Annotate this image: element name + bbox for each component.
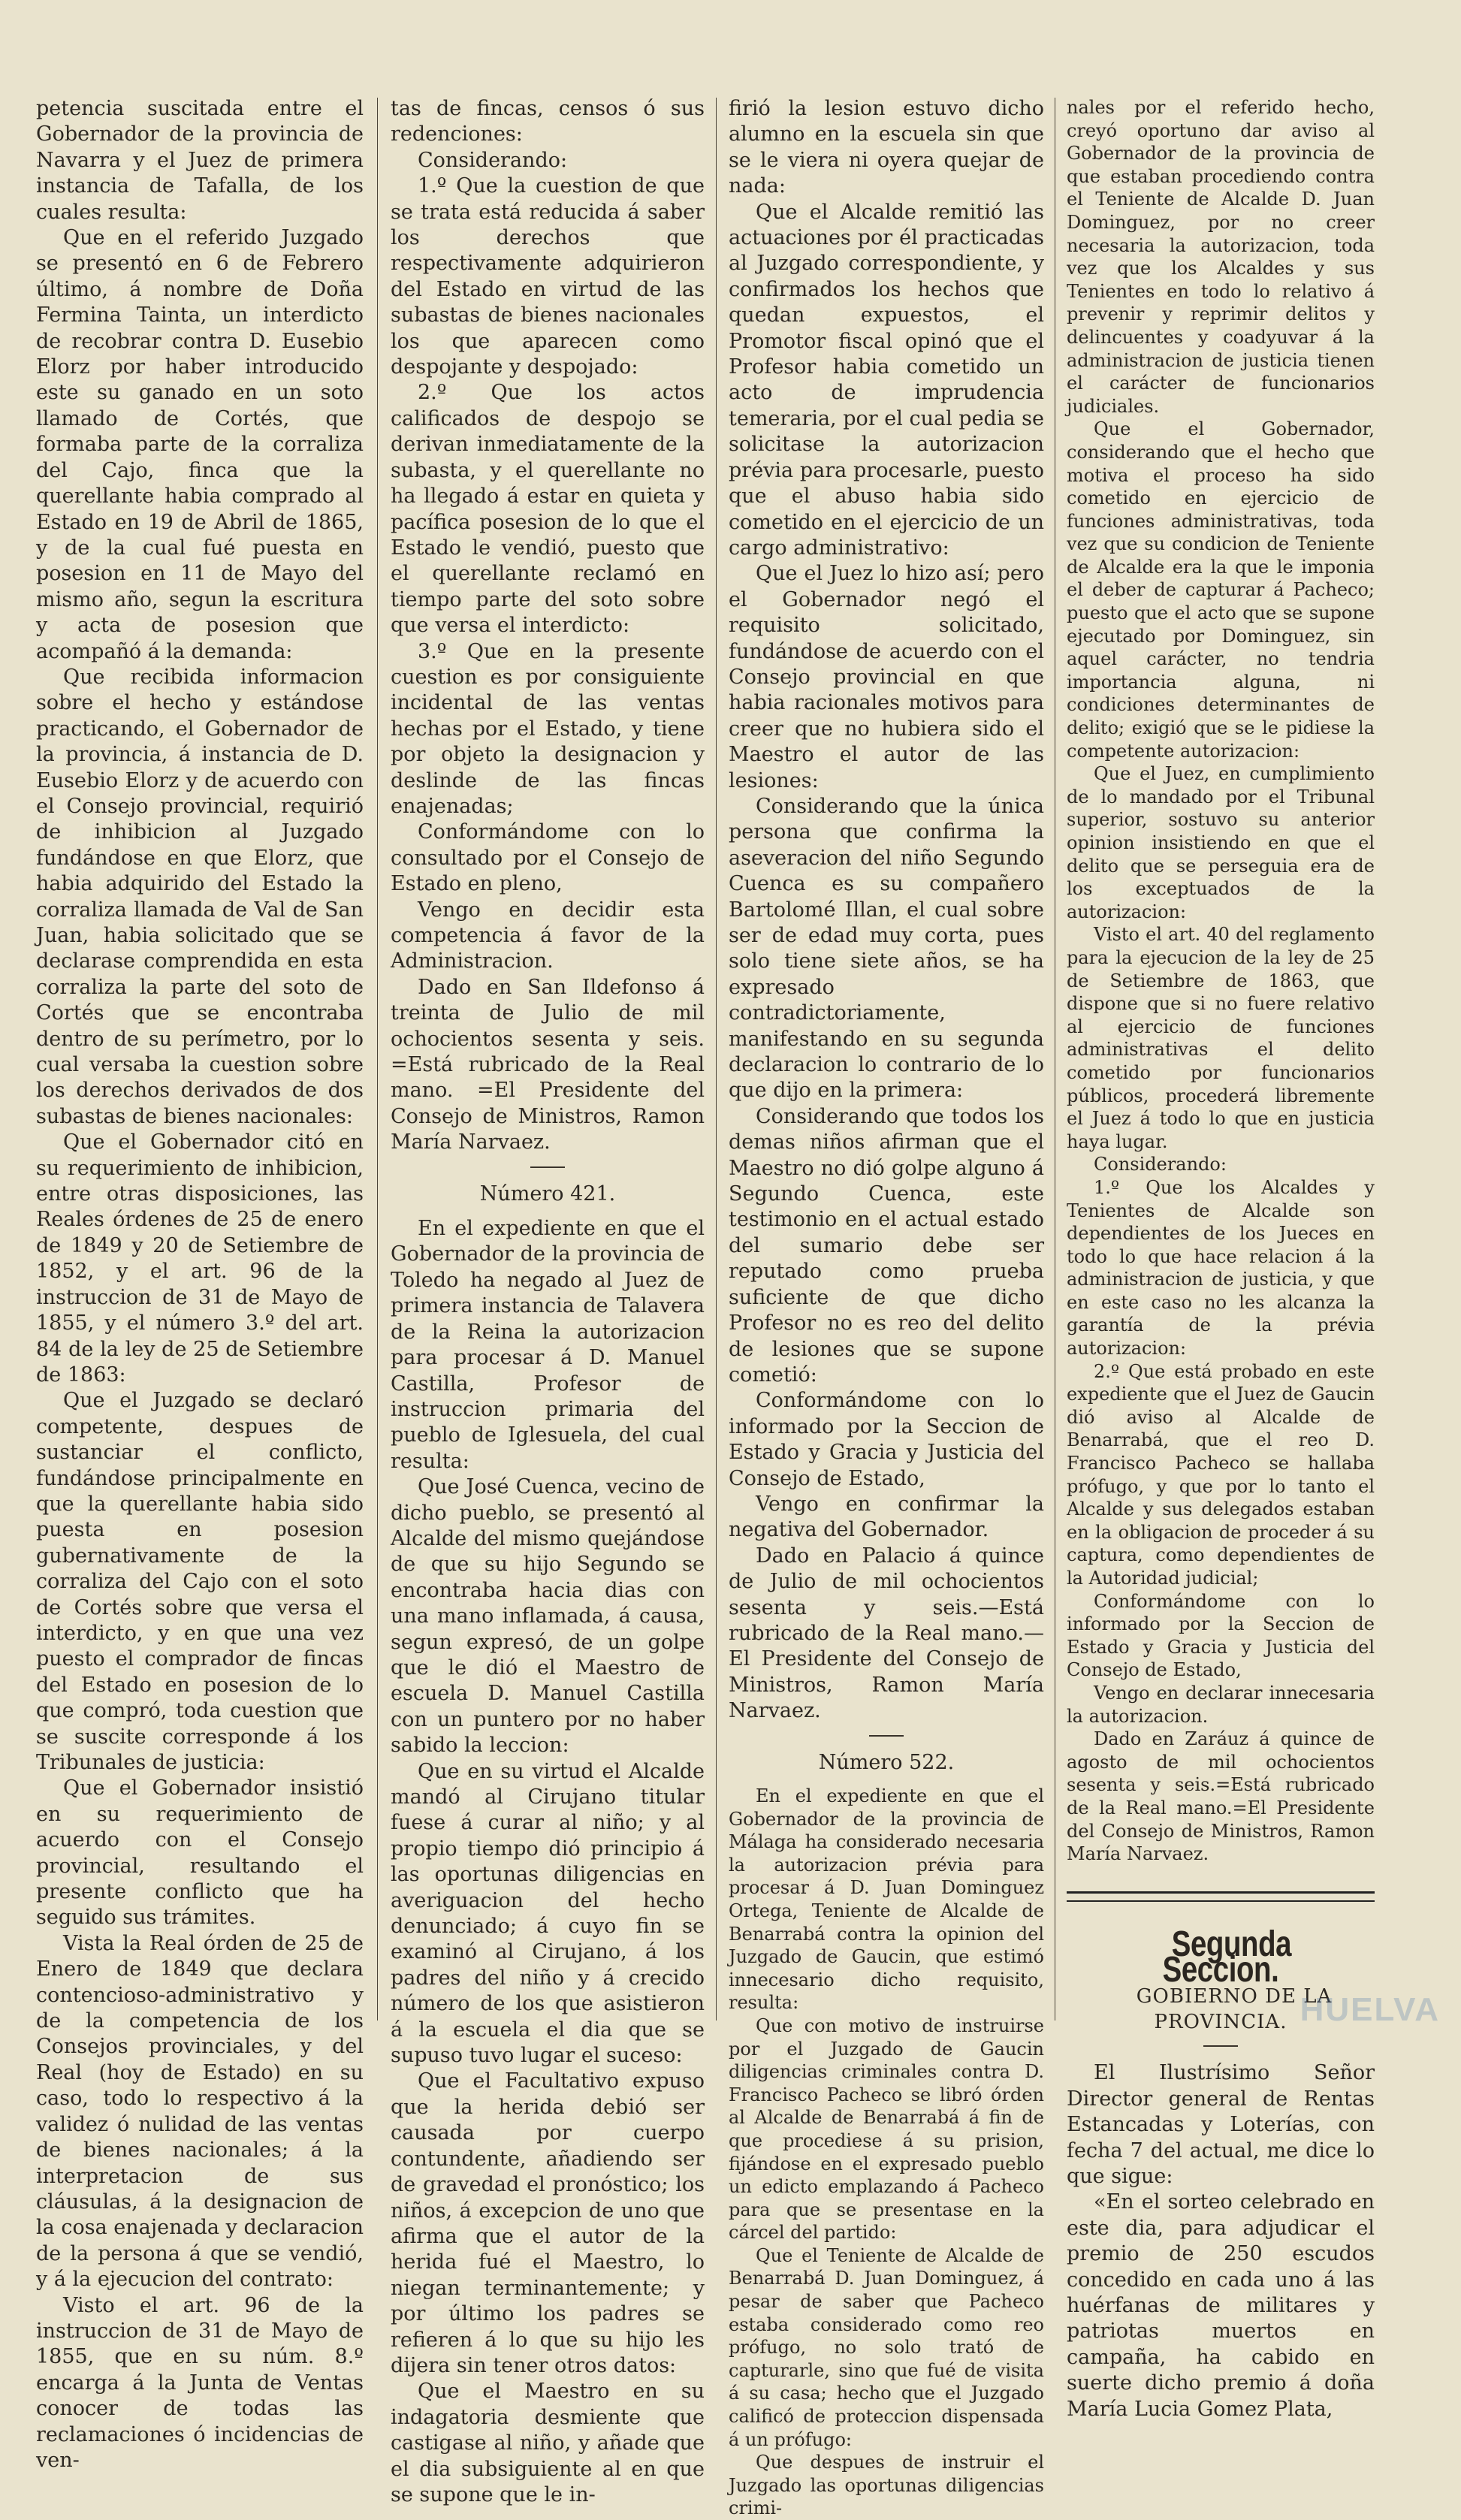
column-divider bbox=[377, 98, 378, 2021]
paragraph: Que el Gobernador insistió en su requerimiento de acuerdo con el Consejo provincial, resultando el presente conflicto que ha seguido sus trámites. bbox=[36, 1776, 364, 1930]
paragraph: tas de fincas, censos ó sus redenciones: bbox=[391, 97, 705, 146]
paragraph: 2.º Que los actos calificados de despojo se derivan inmediatamente de la subasta, y el querellante no ha llegado á estar en quieta y pacífica posesion de lo que el Estado le vendió, puesto que el querellante reclamó en tiempo parte del soto sobre que versa el interdicto: bbox=[391, 381, 705, 638]
paragraph: Vengo en decidir esta competencia á favor de la Administracion. bbox=[391, 898, 705, 973]
paragraph: Dado en San Ildefonso á treinta de Julio de mil ochocientos sesenta y seis. =Está rubricado de la Real mano. =El Presidente del Consejo de Ministros, Ramon María Narvaez. bbox=[391, 975, 705, 1154]
paragraph: firió la lesion estuvo dicho alumno en la escuela sin que se le viera ni oyera quejar de nada: bbox=[729, 97, 1044, 198]
paragraph: Que con motivo de instruirse por el Juzgado de Gaucin diligencias criminales contra D. Francisco Pacheco se libró órden al Alcalde de Benarrabá á fin de que procediese á su prision, fijándose en el expresado pueblo un edicto emplazando á Pacheco para que se presentase en la cárcel del partido: bbox=[729, 2014, 1044, 2244]
paragraph: Conformándome con lo informado por la Seccion de Estado y Gracia y Justicia del Consejo de Estado, bbox=[729, 1389, 1044, 1490]
paragraph: Vengo en confirmar la negativa del Gobernador. bbox=[729, 1492, 1044, 1542]
paragraph: Que el Alcalde remitió las actuaciones por él practicadas al Juzgado correspondiente, y confirmados los hechos que quedan expuestos, el Promotor fiscal opinó que el Profesor habia cometido un acto de imprudencia temeraria, por el cual pedia se solicitase la autorizacion prévia para procesarle, puesto que el abuso habia sido cometido en el ejercicio de un cargo administrativo: bbox=[729, 200, 1044, 560]
decree-number: Número 522. bbox=[818, 1750, 955, 1774]
paragraph: Vista la Real órden de 25 de Enero de 1849 que declara contencioso-administrativo y de la competencia de los Consejos provinciales, y del Real (hoy de Estado) en su caso, todo lo respectivo á la validez ó nulidad de las ventas de bienes nacionales; á la interpretacion de sus cláusulas, á la designacion de la cosa enajenada y declaracion de la persona á que se vendió, y á la ejecucion del contrato: bbox=[36, 1931, 364, 2292]
paragraph: En el expediente en que el Gobernador de la provincia de Toledo ha negado al Juez de primera instancia de Talavera de la Reina la autorizacion para procesar á D. Manuel Castilla, Profesor de instruccion primaria del pueblo de Iglesuela, del cual resulta: bbox=[391, 1217, 705, 1473]
paragraph: 2.º Que está probado en este expediente que el Juez de Gaucin dió aviso al Alcalde de Benarrabá, que el reo D. Francisco Pacheco se hallaba prófugo, y que por lo tanto el Alcalde y sus delegados estaban en la obligacion de proceder á su captura, como dependientes de la Autoridad judicial; bbox=[1067, 1360, 1375, 1589]
paragraph: Vengo en declarar innecesaria la autorizacion. bbox=[1067, 1682, 1375, 1727]
section-heading: Segunda Seccion. bbox=[1162, 1924, 1292, 1990]
paragraph: Que recibida informacion sobre el hecho y estándose practicando, el Gobernador de la provincia, á instancia de D. Eusebio Elorz y de acuerdo con el Consejo provincial, requirió de inhibicion al Juzgado fundándose en que Elorz, que habia adquirido del Estado la corraliza llamada de Val de San Juan, habia solicitado que se declarase comprendida en esta corraliza la parte del soto de Cortés que se encontraba dentro de su perímetro, por lo cual versaba la cuestion sobre los derechos derivados de dos subastas de bienes nacionales: bbox=[36, 665, 364, 1128]
paragraph: «En el sorteo celebrado en este dia, para adjudicar el premio de 250 escudos concedido en cada uno á las huérfanas de militares y patriotas muertos en campaña, ha cabido en suerte dicho premio á doña María Lucia Gomez Plata, bbox=[1067, 2190, 1375, 2421]
column-divider bbox=[716, 98, 717, 2021]
section-rule bbox=[530, 1166, 565, 1168]
paragraph: 1.º Que los Alcaldes y Tenientes de Alcalde son dependientes de los Jueces en todo lo que hace relacion á la administracion de justicia, y que en este caso no les alcanza la garantía de la prévia autorizacion: bbox=[1067, 1176, 1375, 1360]
paragraph: Visto el art. 96 de la instruccion de 31 de Mayo de 1855, que en su núm. 8.º encarga á la Junta de Ventas conocer de todas las reclamaciones ó incidencias de ven- bbox=[36, 2293, 364, 2472]
paragraph: Considerando que todos los demas niños afirman que el Maestro no dió golpe alguno á Segundo Cuenca, este testimonio en el actual estado del sumario debe ser reputado como prueba suficiente de que dicho Profesor no es reo del delito de lesiones que se supone cometió: bbox=[729, 1104, 1044, 1387]
section-subheading: GOBIERNO DE LA PROVINCIA. bbox=[1136, 1984, 1333, 2033]
paragraph: Que el Gobernador, considerando que el hecho que motiva el proceso ha sido cometido en ejercicio de funciones administrativas, toda vez que su condicion de Teniente de Alcalde era la que le imponia el deber de capturar á Pacheco; puesto que el acto que se supone ejecutado por Dominguez, sin aquel carácter, no tendria importancia alguna, ni condiciones determinantes de delito; exigió que se le pidiese la competente autorizacion: bbox=[1067, 418, 1375, 762]
paragraph: Que en su virtud el Alcalde mandó al Cirujano titular fuese á curar al niño; y al propio tiempo dió principio á las oportunas diligencias en averiguacion del hecho denunciado; á cuyo fin se examinó al Cirujano, á los padres del niño y á crecido número de los que asistieron á la escuela el dia que se supuso tuvo lugar el suceso: bbox=[391, 1759, 705, 2068]
decree-number: Número 421. bbox=[479, 1182, 616, 1206]
paragraph: Que el Gobernador citó en su requerimiento de inhibicion, entre otras disposiciones, las Reales órdenes de 25 de enero de 1849 y 20 de Setiembre de 1852, y el art. 96 de la instruccion de 31 de Mayo de 1855, y el número 3.º del art. 84 de la ley de 25 de Setiembre de 1863: bbox=[36, 1130, 364, 1387]
paragraph: Que el Juez, en cumplimiento de lo mandado por el Tribunal superior, sostuvo su anterior opinion insistiendo en que el delito que se perseguia era de los exceptuados de la autorizacion: bbox=[1067, 763, 1375, 922]
section-rule bbox=[1203, 2045, 1238, 2047]
paragraph: Considerando: bbox=[1094, 1154, 1227, 1175]
paragraph: Considerando: bbox=[418, 148, 568, 172]
paragraph: Que el Juez lo hizo así; pero el Gobernador negó el requisito solicitado, fundándose de acuerdo con el Consejo provincial en que habia racionales motivos para creer que no hubiera sido el Maestro el autor de las lesiones: bbox=[729, 562, 1044, 792]
text-column-3 bbox=[729, 96, 1044, 2520]
paragraph: Considerando que la única persona que confirma la aseveracion del niño Segundo Cuenca es su compañero Bartolomé Illan, el cual sobre ser de edad muy corta, pues solo tiene siete años, se ha expresado contradictoriamente, manifestando en su segunda declaracion lo contrario de lo que dijo en la primera: bbox=[729, 794, 1044, 1103]
paragraph: Que José Cuenca, vecino de dicho pueblo, se presentó al Alcalde del mismo quejándose de que su hijo Segundo se encontraba hacia dias con una mano inflamada, á causa, segun expresó, de un golpe que le dió el Maestro de escuela D. Manuel Castilla con un puntero por no haber sabido la leccion: bbox=[391, 1475, 705, 1758]
text-column-1 bbox=[36, 96, 364, 2473]
paragraph: Que el Juzgado se declaró competente, despues de sustanciar el conflicto, fundándose principalmente en que la querellante habia sido puesta en posesion gubernativamente de la corraliza del Cajo con el soto de Cortés sobre que versa el interdicto, y en que una vez puesto el comprador de fincas del Estado en posesion de lo que compró, toda cuestion que se suscite corresponde á los Tribunales de justicia: bbox=[36, 1389, 364, 1774]
paragraph: Que despues de instruir el Juzgado las oportunas diligencias crimi- bbox=[729, 2452, 1044, 2519]
paragraph: nales por el referido hecho, creyó oportuno dar aviso al Gobernador de la provincia de que estaban procediendo contra el Teniente de Alcalde D. Juan Dominguez, por no creer necesaria la autorizacion, toda vez que los Alcaldes y sus Tenientes en todo lo relativo á prevenir y reprimir delitos y delincuentes y coadyuvar á la administracion de justicia tienen el carácter de funcionarios judiciales. bbox=[1067, 97, 1375, 417]
paragraph: En el expediente en que el Gobernador de la provincia de Málaga ha considerado necesaria la autorizacion prévia para procesar á D. Juan Dominguez Ortega, Teniente de Alcalde de Benarrabá contra la opinion del Juzgado de Gaucin, que estimó innecesario dicho requisito, resulta: bbox=[729, 1785, 1044, 2014]
paragraph: 1.º Que la cuestion de que se trata está reducida á saber los derechos que respectivamente adquirieron del Estado en virtud de las subastas de bienes nacionales los que aparecen como despojante y despojado: bbox=[391, 174, 705, 379]
text-column-4 bbox=[1067, 96, 1375, 2422]
paragraph: Que en el referido Juzgado se presentó en 6 de Febrero último, á nombre de Doña Fermina Tainta, un interdicto de recobrar contra D. Eusebio Elorz por haber introducido este su ganado en un soto llamado de Cortés, que formaba parte de la corraliza del Cajo, finca que la querellante habia comprado al Estado en 19 de Abril de 1865, y de la cual fué puesta en posesion en 11 de Mayo del mismo año, segun la escritura y acta de posesion que acompañó á la demanda: bbox=[36, 226, 364, 663]
text-column-2 bbox=[391, 96, 705, 2508]
paragraph: Dado en Palacio á quince de Julio de mil ochocientos sesenta y seis.—Está rubricado de la Real mano.—El Presidente del Consejo de Ministros, Ramon María Narvaez. bbox=[729, 1544, 1044, 1723]
paragraph: Visto el art. 40 del reglamento para la ejecucion de la ley de 25 de Setiembre de 1863, que dispone que si no fuere relativo al ejercicio de funciones administrativas el delito cometido por funcionarios públicos, procederá libremente el Juez á todo lo que en justicia haya lugar. bbox=[1067, 924, 1375, 1152]
section-rule bbox=[869, 1735, 904, 1737]
paragraph: Conformándome con lo consultado por el Consejo de Estado en pleno, bbox=[391, 820, 705, 896]
paragraph: petencia suscitada entre el Gobernador de la provincia de Navarra y el Juez de primera instancia de Tafalla, de los cuales resulta: bbox=[36, 97, 364, 224]
paragraph: Que el Maestro en su indagatoria desmiente que castigase al niño, y añade que el dia subsiguiente al en que se supone que le in- bbox=[391, 2380, 705, 2506]
paragraph: Que el Teniente de Alcalde de Benarrabá D. Juan Dominguez, á pesar de saber que Pacheco estaba considerado como reo prófugo, no solo trató de capturarle, sino que fué de visita á su casa; hecho que el Juzgado calificó de proteccion dispensada á un prófugo: bbox=[729, 2244, 1044, 2450]
paragraph: Conformándome con lo informado por la Seccion de Estado y Gracia y Justicia del Consejo de Estado, bbox=[1067, 1590, 1375, 1681]
archive-watermark: HUELVA bbox=[1300, 1991, 1440, 2028]
paragraph: Que el Facultativo expuso que la herida debió ser causada por cuerpo contundente, añadiendo ser de gravedad el pronóstico; los niños, á excepcion de uno que afirma que el autor de la herida fué el Maestro, lo niegan terminantemente; y por último los padres se refieren á lo que su hijo les dijera sin tener otros datos: bbox=[391, 2069, 705, 2377]
paragraph: Dado en Zaráuz á quince de agosto de mil ochocientos sesenta y seis.=Está rubricado de la Real mano.=El Presidente del Consejo de Ministros, Ramon María Narvaez. bbox=[1067, 1728, 1375, 1865]
paragraph: 3.º Que en la presente cuestion es por consiguiente incidental de las ventas hechas por el Estado, y tiene por objeto la designacion y deslinde de las fincas enajenadas; bbox=[391, 639, 705, 818]
section-double-rule bbox=[1067, 1891, 1375, 1902]
paragraph: El Ilustrísimo Señor Director general de Rentas Estancadas y Loterías, con fecha 7 del actual, me dice lo que sigue: bbox=[1067, 2061, 1375, 2188]
